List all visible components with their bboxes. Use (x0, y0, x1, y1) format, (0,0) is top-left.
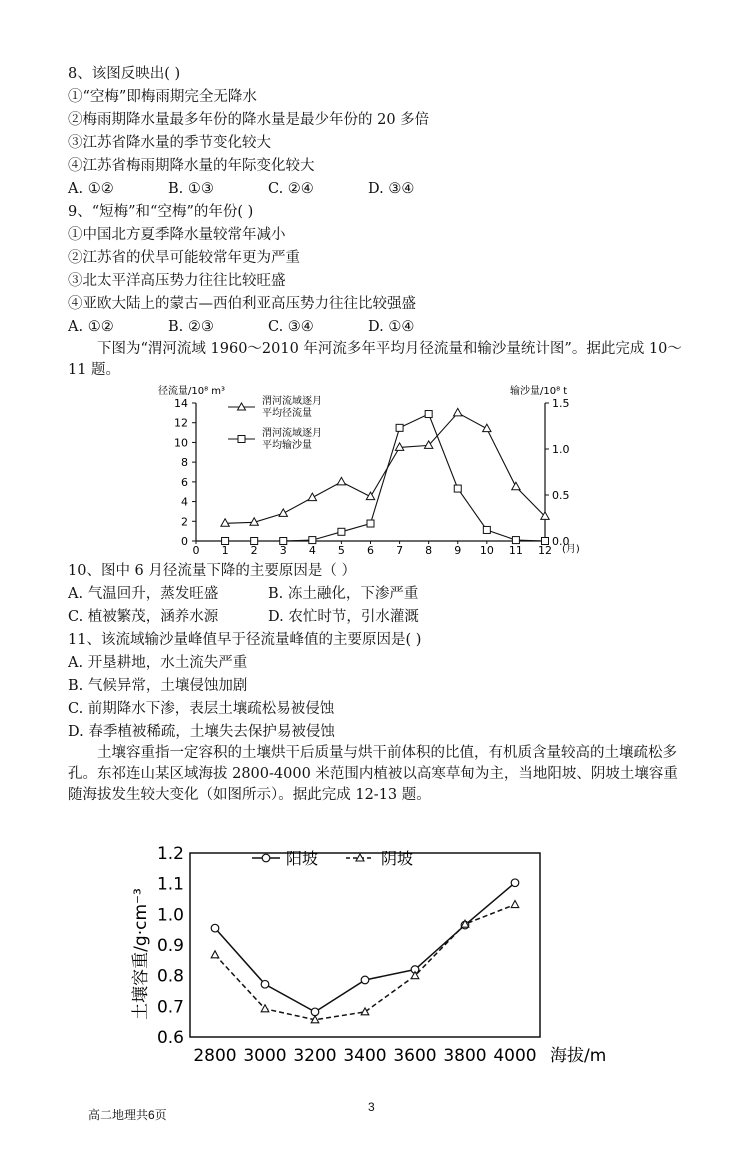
q9-item-3: ③北太平洋高压势力往往比较旺盛 (68, 273, 286, 289)
month-tick-label: 1 (221, 544, 229, 557)
density-tick-label: 1.2 (156, 844, 184, 864)
sunny-point (361, 976, 369, 984)
q9-stem: 9、“短梅”和“空梅”的年份( ) (68, 204, 254, 220)
sunny-point (211, 924, 219, 932)
q10-option-d: D. 农忙时节，引水灌溉 (268, 609, 419, 625)
density-tick-label: 0.7 (156, 997, 184, 1018)
sunny-legend-label: 阳坡 (286, 849, 319, 868)
runoff-point (512, 482, 520, 490)
sediment-axis-label: 输沙量/10⁸ t (510, 386, 568, 397)
q11-option-c: C. 前期降水下渗，表层土壤疏松易被侵蚀 (68, 701, 335, 717)
runoff-point (366, 492, 374, 500)
q10-options-row2 (68, 607, 468, 627)
q10-stem: 10、图中 6 月径流量下降的主要原因是（ ） (68, 563, 357, 579)
q8-option-c: C. ②④ (268, 181, 314, 197)
chart2-legend (252, 849, 413, 868)
runoff-tick-label: 6 (181, 475, 188, 489)
q8-option-b: B. ①③ (168, 181, 214, 197)
month-tick-label: 9 (454, 544, 462, 557)
q10-option-b: B. 冻土融化，下渗严重 (268, 586, 419, 602)
runoff-tick-label: 8 (181, 456, 188, 470)
q11-option-b: B. 气候异常，土壤侵蚀加剧 (68, 678, 248, 694)
month-tick-label: 2 (250, 544, 258, 557)
shady-point (261, 1005, 269, 1012)
month-tick-label: 11 (508, 544, 523, 557)
sediment-point (338, 528, 345, 535)
sunny-legend-marker (262, 854, 270, 862)
month-tick-label: 5 (337, 544, 345, 557)
month-tick-label: 6 (367, 544, 374, 557)
month-tick-label: 12 (538, 544, 552, 557)
sediment-legend-line2: 平均输沙量 (262, 440, 312, 451)
altitude-tick-label: 3200 (293, 1046, 337, 1066)
q11-option-a: A. 开垦耕地，水土流失严重 (68, 655, 248, 671)
sediment-point (367, 520, 374, 527)
runoff-point (337, 477, 345, 485)
soil-density-chart (120, 838, 660, 1070)
altitude-tick-label: 2800 (193, 1046, 237, 1066)
runoff-point (395, 443, 403, 451)
runoff-point (221, 519, 229, 527)
q8-option-d: D. ③④ (368, 181, 415, 197)
sunny-point (511, 879, 519, 887)
runoff-point (454, 408, 462, 416)
month-tick-label: 10 (479, 544, 494, 557)
runoff-tick-label: 2 (181, 515, 188, 529)
q8-options (68, 179, 468, 199)
sunny-point (311, 1008, 319, 1016)
sunny-point (261, 980, 269, 988)
chart1-legend (228, 394, 322, 451)
runoff-sediment-chart (150, 380, 600, 558)
intro-runoff-chart: 下图为“渭河流域 1960～2010 年河流多年平均月径流量和输沙量统计图”。据此完成 10～11 题。 (68, 341, 682, 378)
q8-stem: 8、该图反映出( ) (68, 66, 181, 82)
shady-point (361, 1008, 369, 1015)
q8-item-1: ①“空梅”即梅雨期完全无降水 (68, 89, 257, 105)
month-tick-label: 3 (279, 544, 287, 557)
density-tick-label: 0.8 (156, 966, 184, 987)
runoff-axis-label: 径流量/10⁸ m³ (158, 386, 226, 397)
q9-option-d: D. ①④ (368, 319, 415, 335)
sediment-tick-label: 0.5 (552, 489, 570, 502)
q9-option-a: A. ①② (68, 319, 114, 335)
sediment-point (309, 537, 316, 544)
shady-legend-label: 阴坡 (381, 849, 414, 868)
q11-option-d: D. 春季植被稀疏，土壤失去保护易被侵蚀 (68, 724, 335, 740)
q8-item-2: ②梅雨期降水量最多年份的降水量是最少年份的 20 多倍 (68, 112, 430, 128)
month-tick-label: 0 (192, 544, 200, 557)
month-tick-label: 7 (396, 544, 404, 557)
runoff-legend-line2: 平均径流量 (262, 408, 312, 419)
q10-option-c: C. 植被繁茂，涵养水源 (68, 609, 219, 625)
footer-page-count: 高二地理共6页 (88, 1108, 167, 1122)
shady-point (511, 901, 519, 908)
sediment-point (396, 424, 403, 431)
runoff-point (308, 493, 316, 501)
runoff-legend-line1: 渭河流域逐月 (262, 396, 322, 407)
runoff-point (483, 424, 491, 432)
sunny-line (215, 883, 515, 1012)
q9-option-c: C. ③④ (268, 319, 314, 335)
month-tick-label: 4 (308, 544, 316, 557)
density-tick-label: 0.6 (156, 1028, 184, 1048)
month-tick-label: 8 (425, 544, 433, 557)
runoff-tick-label: 10 (174, 436, 188, 450)
sediment-point (454, 485, 461, 492)
sediment-point (251, 538, 258, 545)
q9-item-1: ①中国北方夏季降水量较常年减小 (68, 227, 286, 243)
runoff-tick-label: 0 (181, 535, 188, 548)
sediment-point (280, 538, 287, 545)
runoff-point (279, 509, 287, 517)
q9-item-2: ②江苏省的伏旱可能较常年更为严重 (68, 250, 300, 266)
density-tick-label: 1.0 (156, 905, 184, 926)
month-axis-unit: (月) (562, 544, 580, 555)
q8-item-4: ④江苏省梅雨期降水量的年际变化较大 (68, 158, 315, 174)
q9-options (68, 317, 468, 337)
q10-options-row1 (68, 584, 468, 604)
q9-option-b: B. ②③ (168, 319, 214, 335)
density-axis-label: 土壤容重/g·cm⁻³ (131, 888, 151, 1020)
sediment-point (542, 538, 549, 545)
runoff-tick-label: 14 (174, 397, 188, 410)
sediment-legend-line1: 渭河流域逐月 (262, 428, 322, 439)
altitude-tick-label: 3600 (393, 1046, 437, 1066)
sediment-point (425, 411, 432, 418)
runoff-tick-label: 12 (174, 416, 188, 430)
sediment-point (483, 526, 490, 533)
q9-item-4: ④亚欧大陆上的蒙古—西伯利亚高压势力往往比较强盛 (68, 296, 416, 312)
runoff-tick-label: 4 (181, 495, 188, 509)
altitude-tick-label: 3000 (243, 1046, 287, 1066)
page-number: 3 (368, 1100, 375, 1114)
intro-soil-chart: 土壤容重指一定容积的土壤烘干后质量与烘干前体积的比值，有机质含量较高的土壤疏松多孔。东祁连山某区域海拔 2800-4000 米范围内植被以高寒草甸为主，当地阳坡、阴坡土壤容重随海拔发生较大变化（如图所示）。据此完成 12-13 题。 (68, 745, 678, 803)
altitude-axis-label: 海拔/m (550, 1046, 607, 1066)
q8-item-3: ③江苏省降水量的季节变化较大 (68, 135, 271, 151)
sediment-tick-label: 1.0 (552, 443, 570, 456)
altitude-tick-label: 4000 (493, 1046, 537, 1066)
sediment-point (512, 537, 519, 544)
sediment-point (222, 538, 229, 545)
q8-option-a: A. ①② (68, 181, 114, 197)
q11-stem: 11、该流域输沙量峰值早于径流量峰值的主要原因是( ) (68, 632, 422, 648)
sediment-tick-label: 1.5 (552, 397, 570, 410)
q10-option-a: A. 气温回升，蒸发旺盛 (68, 586, 219, 602)
altitude-tick-label: 3400 (343, 1046, 387, 1066)
density-tick-label: 1.1 (156, 874, 184, 895)
density-tick-label: 0.9 (156, 936, 184, 956)
shady-line (215, 905, 515, 1020)
altitude-tick-label: 3800 (443, 1046, 487, 1066)
sediment-legend-marker (238, 436, 245, 443)
sediment-tick-label: 0.0 (552, 535, 570, 548)
shady-point (211, 951, 219, 958)
